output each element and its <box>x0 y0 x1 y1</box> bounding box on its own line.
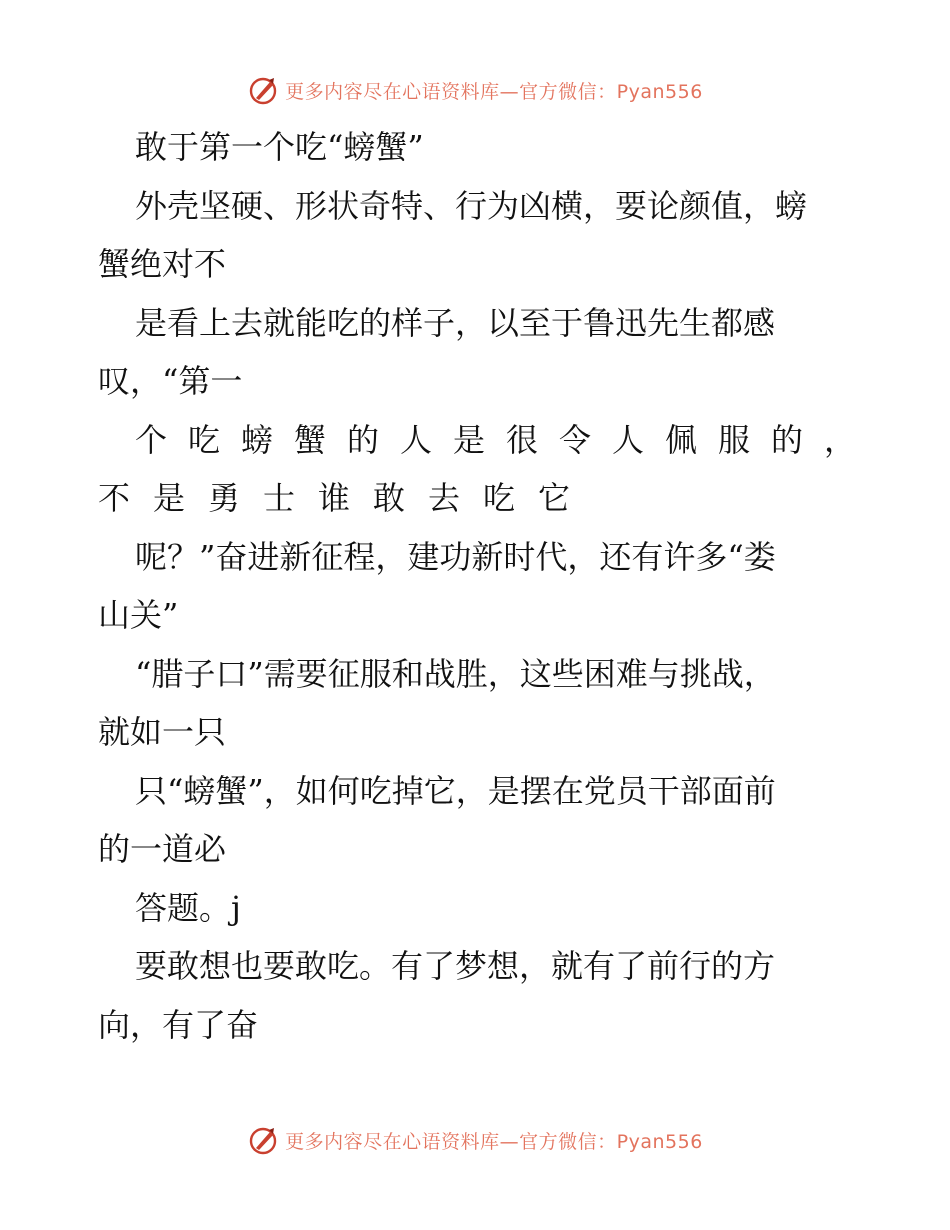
text-line: “腊子口”需要征服和战胜，这些困难与挑战， <box>135 654 776 693</box>
text-line: 向，有了奋 <box>98 1005 259 1044</box>
text-line: 是看上去就能吃的样子，以至于鲁迅先生都感 <box>135 303 776 342</box>
header-watermark <box>0 70 950 110</box>
text-line: 呢？”奋进新征程，建功新时代，还有许多“娄 <box>135 537 776 576</box>
text-line: 不是勇士谁敢去吃它 <box>98 479 594 517</box>
quill-pen-logo-icon <box>247 74 279 106</box>
text-line: 的一道必 <box>98 830 227 868</box>
quill-pen-logo-icon <box>247 1124 279 1156</box>
text-line: 蟹绝对不 <box>98 245 227 283</box>
text-line: 就如一只 <box>98 713 227 751</box>
text-line: 山关” <box>98 596 179 634</box>
text-line: 个吃螃蟹的人是很令人佩服的， <box>135 420 878 459</box>
text-line: 敢于第一个吃“螃蟹” <box>135 128 424 166</box>
text-line: 叹，“第一 <box>98 362 243 400</box>
footer-watermark-text: 更多内容尽在心语资料库—官方微信：Pyan556 <box>285 1130 703 1153</box>
text-line: 只“螃蟹”，如何吃掉它，是摆在党员干部面前 <box>135 771 776 810</box>
header-watermark-text: 更多内容尽在心语资料库—官方微信：Pyan556 <box>285 80 703 103</box>
text-line: 外壳坚硬、形状奇特、行为凶横，要论颜值，螃 <box>135 186 808 225</box>
document-body <box>98 118 878 1054</box>
footer-watermark <box>0 1120 950 1160</box>
text-line: 答题。j <box>135 888 241 927</box>
text-line: 要敢想也要敢吃。有了梦想，就有了前行的方 <box>135 947 776 985</box>
